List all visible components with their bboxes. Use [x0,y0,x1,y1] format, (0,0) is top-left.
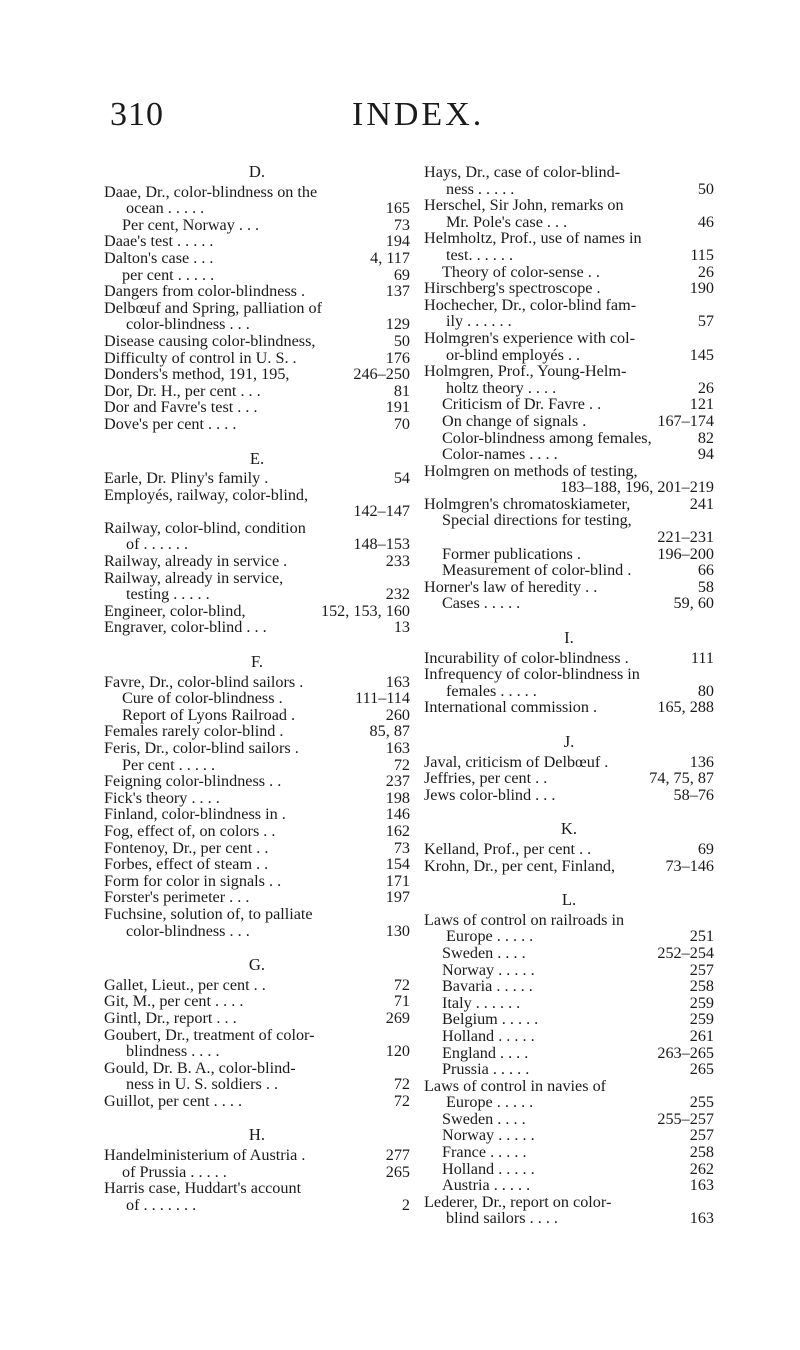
index-entry [104,383,410,400]
index-column-right [424,164,714,1227]
entry-term: Holmgren, Prof., Young-Helm- [424,362,627,381]
section-letter: D. [248,162,266,181]
entry-pages: 72 [393,1091,410,1110]
index-entry [424,666,714,699]
index-entry [424,363,714,396]
index-entry [104,570,410,603]
entry-term: Hirschberg's spectroscope . [424,279,601,298]
entry-term: Jeffries, per cent . . [424,769,548,788]
entry-pages: 163 [385,672,410,691]
index-entry [424,858,714,875]
index-entry [104,977,410,994]
entry-pages: 46 [697,212,714,231]
entry-pages: 81 [393,381,410,400]
entry-term: Fuchsine, solution of, to palliate [104,904,313,923]
section-letter: K. [560,819,578,839]
entry-term: Daae, Dr., color-blindness on the [104,182,318,201]
entry-pages: 50 [697,179,714,198]
entry-continuation: test. . . . . . [446,245,513,264]
entry-pages: 258 [689,1143,714,1162]
entry-term: Earle, Dr. Pliny's family . [104,469,269,488]
entry-term: Krohn, Dr., per cent, Finland, [424,856,616,875]
index-entry [104,283,410,300]
index-entry [104,1010,410,1027]
entry-pages: 259 [689,993,714,1012]
entry-pages: 72 [393,755,410,774]
entry-term: Sweden . . . . [442,943,526,962]
entry-term: Norway . . . . . [442,1126,535,1145]
entry-pages: 142–147 [353,502,410,521]
index-entry [104,1093,410,1110]
entry-continuation: blind sailors . . . . [446,1209,558,1228]
index-entry [424,995,714,1012]
entry-term: International commission . [424,698,598,717]
index-entry [104,250,410,267]
index-entry [424,1177,714,1194]
entry-pages: 26 [697,378,714,397]
page-header [110,96,690,140]
section-letter: I. [564,628,574,648]
entry-pages: 165 [385,199,410,218]
entry-term: Holmgren's chromatoskiameter, [424,494,631,513]
entry-pages: 237 [385,772,410,791]
entry-pages: 246–250 [353,365,410,384]
entry-term: Theory of color-sense . . [442,262,600,281]
index-entry [104,487,410,520]
index-entry [104,520,410,553]
entry-term: Helmholtz, Prof., use of names in [424,229,642,248]
entry-term: Belgium . . . . . [442,1010,539,1029]
entry-term: Feigning color-blindness . . [104,772,282,791]
entry-continuation: color-blindness . . . [126,315,250,334]
index-entry [104,906,410,939]
entry-pages: 191 [385,398,410,417]
index-entry [104,806,410,823]
entry-pages: 257 [689,1126,714,1145]
entry-term: Cases . . . . . [442,594,521,613]
entry-term: Holland . . . . . [442,1026,535,1045]
entry-pages: 145 [689,345,714,364]
entry-term: Git, M., per cent . . . . [104,992,244,1011]
index-entry [104,470,410,487]
entry-term: Gintl, Dr., report . . . [104,1008,237,1027]
entry-pages: 198 [385,788,410,807]
index-entry [424,413,714,430]
index-entry [104,366,410,383]
index-entry [104,674,410,691]
entry-continuation: ocean . . . . . [126,199,205,218]
section-letter: F. [250,652,264,672]
index-entry [424,280,714,297]
entry-pages: 251 [689,927,714,946]
entry-term: Measurement of color-blind . [442,561,632,580]
entry-continuation: Mr. Pole's case . . . [446,212,568,231]
entry-term: of Prussia . . . . . [122,1162,227,1181]
entry-term: Lederer, Dr., report on color- [424,1192,612,1211]
index-entry [424,1144,714,1161]
index-entry [424,945,714,962]
index-entry [104,707,410,724]
entry-term: Disease causing color-blindness, [104,331,316,350]
entry-term: Dor, Dr. H., per cent . . . [104,381,261,400]
entry-term: per cent . . . . . [122,265,215,284]
index-entry [424,1078,714,1111]
entry-pages: 154 [385,855,410,874]
index-entry [424,595,714,612]
entry-pages: 163 [689,1176,714,1195]
index-entry [424,1028,714,1045]
index-entry [104,1027,410,1060]
entry-pages: 72 [393,1075,410,1094]
entry-term: Gould, Dr. B. A., color-blind- [104,1058,296,1077]
index-entry [424,446,714,463]
index-entry [104,889,410,906]
entry-pages: 263–265 [657,1043,714,1062]
entry-pages: 130 [385,921,410,940]
entry-term: Javal, criticism of Delbœuf . [424,752,609,771]
index-entry [104,840,410,857]
entry-term: Females rarely color-blind . [104,722,284,741]
index-entry [424,1161,714,1178]
entry-continuation: of . . . . . . [126,535,189,554]
section-letter: J. [563,732,575,751]
entry-pages: 26 [697,262,714,281]
entry-pages: 69 [393,265,410,284]
index-entry [424,787,714,804]
index-entry [424,1011,714,1028]
entry-pages: 277 [385,1146,410,1165]
entry-term: Railway, color-blind, condition [104,518,306,537]
entry-term: Report of Lyons Railroad . [122,705,296,724]
entry-continuation: holtz theory . . . . [446,378,557,397]
entry-term: Fick's theory . . . . [104,788,220,807]
index-entry [424,770,714,787]
entry-continuation: color-blindness . . . [126,921,250,940]
entry-pages: 255–257 [657,1109,714,1128]
index-entry [104,790,410,807]
entry-pages: 163 [689,1209,714,1228]
index-entry [104,603,410,620]
entry-pages: 259 [689,1010,714,1029]
entry-pages: 258 [689,977,714,996]
entry-pages: 171 [385,871,410,890]
entry-term: Engineer, color-blind, [104,601,246,620]
entry-pages: 232 [385,585,410,604]
entry-term: Dalton's case . . . [104,248,214,267]
entry-pages: 194 [385,232,410,251]
entry-pages: 265 [689,1060,714,1079]
entry-pages: 190 [689,279,714,298]
entry-pages: 152, 153, 160 [320,601,410,620]
entry-pages: 58–76 [673,785,714,804]
entry-term: Color-names . . . . [442,445,558,464]
entry-term: Color-blindness among females, [442,428,652,447]
entry-pages: 136 [689,752,714,771]
index-column-left [104,164,410,1213]
entry-term: On change of signals . [442,411,587,430]
entry-continuation: testing . . . . . [126,585,210,604]
entry-continuation: Europe . . . . . [446,1093,534,1112]
index-entry [104,399,410,416]
entry-term: Handelministerium of Austria . [104,1146,306,1165]
entry-term: Donders's method, 191, 195, [104,365,290,384]
entry-continuation: or-blind employés . . [446,345,581,364]
entry-pages: 115 [690,245,714,264]
section-letter: H. [248,1125,266,1145]
entry-term: Kelland, Prof., per cent . . [424,839,592,858]
entry-term: Forbes, effect of steam . . [104,855,269,874]
entry-pages: 2 [401,1195,410,1214]
index-entry [424,546,714,563]
entry-term: Horner's law of heredity . . [424,577,598,596]
entry-pages: 148–153 [353,535,410,554]
entry-pages: 252–254 [657,943,714,962]
index-entry [104,757,410,774]
index-entry [424,1111,714,1128]
entry-pages: 129 [385,315,410,334]
entry-term: Incurability of color-blindness . [424,648,629,667]
entry-pages: 257 [689,960,714,979]
index-entry [424,841,714,858]
entry-term: Railway, already in service . [104,552,288,571]
entry-term: Holmgren on methods of testing, [424,461,638,480]
entry-term: Austria . . . . . [442,1176,531,1195]
entry-term: Laws of control on railroads in [424,910,625,929]
entry-pages: 269 [385,1008,410,1027]
index-entry [104,217,410,234]
entry-pages: 241 [689,494,714,513]
entry-pages: 73 [393,215,410,234]
index-entry [104,184,410,217]
index-entry [424,579,714,596]
index-entry [104,300,410,333]
entry-term: Form for color in signals . . [104,871,282,890]
entry-pages: 262 [689,1159,714,1178]
index-entry [104,1147,410,1164]
entry-pages: 4, 117 [370,248,410,267]
index-entry [424,962,714,979]
index-entry [104,823,410,840]
entry-pages: 73 [393,838,410,857]
entry-pages: 69 [697,839,714,858]
entry-term: Favre, Dr., color-blind sailors . [104,672,304,691]
index-entry [104,553,410,570]
entry-pages: 66 [697,561,714,580]
index-entry [104,619,410,636]
page-number: 310 [110,96,164,133]
index-entry [424,1194,714,1227]
entry-pages: 74, 75, 87 [649,769,714,788]
index-entry [424,330,714,363]
index-entry [104,723,410,740]
index-entry [424,164,714,197]
entry-pages: 137 [385,282,410,301]
entry-term: Hochecher, Dr., color-blind fam- [424,295,637,314]
entry-continuation: blindness . . . . [126,1042,220,1061]
entry-pages: 94 [697,445,714,464]
entry-term: Norway . . . . . [442,960,535,979]
index-entry [424,1061,714,1078]
entry-pages: 163 [385,739,410,757]
entry-pages: 167–174 [657,411,714,430]
index-entry [104,350,410,367]
entry-term: Italy . . . . . . [442,993,521,1012]
entry-pages: 85, 87 [369,722,410,741]
entry-pages: 221–231 [657,528,714,547]
section-letter: L. [561,890,577,910]
index-entry [104,740,410,757]
entry-pages: 50 [393,331,410,350]
entry-term: Railway, already in service, [104,568,284,587]
entry-term: Goubert, Dr., treatment of color- [104,1025,315,1044]
entry-pages: 233 [385,552,410,571]
index-entry [424,699,714,716]
entry-term: England . . . . [442,1043,529,1062]
entry-pages: 197 [385,888,410,907]
entry-term: Daae's test . . . . . [104,232,214,251]
entry-pages: 72 [393,975,410,994]
entry-pages: 59, 60 [673,594,714,613]
entry-term: Herschel, Sir John, remarks on [424,196,624,215]
section-gap [104,433,410,451]
entry-continuation: ily . . . . . . [446,312,512,331]
entry-term: Criticism of Dr. Favre . . [442,395,602,414]
entry-pages: 121 [689,395,714,414]
entry-term: Guillot, per cent . . . . [104,1091,243,1110]
entry-term: Dove's per cent . . . . [104,414,237,433]
entry-term: Special directions for testing, [442,511,632,530]
entry-pages: 70 [393,414,410,433]
entry-term: Hays, Dr., case of color-blind- [424,163,621,181]
entry-term: Difficulty of control in U. S. . [104,348,297,367]
entry-term: Forster's perimeter . . . [104,888,250,907]
entry-continuation: ness in U. S. soldiers . . [126,1075,278,1094]
index-entry [424,430,714,447]
entry-term: Holmgren's experience with col- [424,328,636,347]
index-entry [424,264,714,281]
entry-pages: 80 [697,681,714,700]
entry-term: Holland . . . . . [442,1159,535,1178]
index-entry [424,512,714,545]
entry-term: Bavaria . . . . . [442,977,533,996]
index-entry [104,1164,410,1181]
index-entry [424,496,714,513]
entry-pages: 73–146 [665,856,714,875]
entry-term: Finland, color-blindness in . [104,805,286,824]
entry-pages: 183–188, 196, 201–219 [560,478,714,497]
index-entry [104,333,410,350]
index-entry [424,1127,714,1144]
entry-term: Gallet, Lieut., per cent . . [104,975,266,994]
index-entry [104,873,410,890]
entry-pages: 54 [393,469,410,488]
entry-term: Employés, railway, color-blind, [104,485,309,504]
entry-term: Dor and Favre's test . . . [104,398,258,417]
index-entry [104,856,410,873]
entry-pages: 111–114 [355,689,410,708]
index-entry [424,297,714,330]
entry-pages: 71 [393,992,410,1011]
entry-term: Jews color-blind . . . [424,785,556,804]
index-entry [104,233,410,250]
entry-pages: 120 [385,1042,410,1061]
entry-term: Former publications . [442,544,581,563]
entry-term: Per cent, Norway . . . [122,215,260,234]
entry-pages: 255 [689,1093,714,1112]
index-entry [104,993,410,1010]
index-entry [424,1045,714,1062]
index-entry [424,978,714,995]
section-letter: G. [248,955,266,975]
section-letter: E. [249,448,265,468]
index-entry [104,773,410,790]
entry-pages: 162 [385,821,410,840]
entry-pages: 176 [385,348,410,367]
entry-pages: 196–200 [657,544,714,563]
index-entry [424,197,714,230]
entry-term: Prussia . . . . . [442,1060,530,1079]
entry-continuation: ness . . . . . [446,179,515,198]
entry-pages: 58 [697,577,714,596]
entry-pages: 82 [697,428,714,447]
index-entry [104,1180,410,1213]
index-entry [104,267,410,284]
entry-continuation: Europe . . . . . [446,927,534,946]
entry-term: Infrequency of color-blindness in [424,665,640,684]
index-entry [104,416,410,433]
entry-term: Harris case, Huddart's account [104,1179,302,1198]
index-entry [424,562,714,579]
entry-term: Delbœuf and Spring, palliation of [104,298,323,317]
entry-pages: 146 [385,805,410,824]
entry-term: France . . . . . [442,1143,527,1162]
entry-term: Laws of control in navies of [424,1076,607,1095]
entry-term: Dangers from color-blindness . [104,282,306,301]
entry-term: Feris, Dr., color-blind sailors . [104,739,299,757]
entry-term: Fontenoy, Dr., per cent . . [104,838,269,857]
index-entry [104,1060,410,1093]
entry-continuation: females . . . . . [446,681,537,700]
index-entry [424,396,714,413]
entry-term: Cure of color-blindness . [122,689,283,708]
page-title: INDEX. [352,96,485,133]
entry-pages: 57 [697,312,714,331]
entry-term: Fog, effect of, on colors . . [104,821,276,840]
index-entry [424,463,714,496]
entry-pages: 13 [393,618,410,637]
index-entry [424,230,714,263]
index-entry [424,912,714,945]
index-entry [104,690,410,707]
index-entry [424,650,714,667]
entry-pages: 261 [689,1026,714,1045]
entry-pages: 111 [690,648,714,667]
entry-pages: 260 [385,705,410,724]
index-entry [424,754,714,771]
entry-pages: 165, 288 [657,698,714,717]
entry-term: Per cent . . . . . [122,755,216,774]
entry-pages: 265 [385,1162,410,1181]
entry-term: Engraver, color-blind . . . [104,618,267,637]
entry-continuation: of . . . . . . . [126,1195,197,1214]
entry-term: Sweden . . . . [442,1109,526,1128]
